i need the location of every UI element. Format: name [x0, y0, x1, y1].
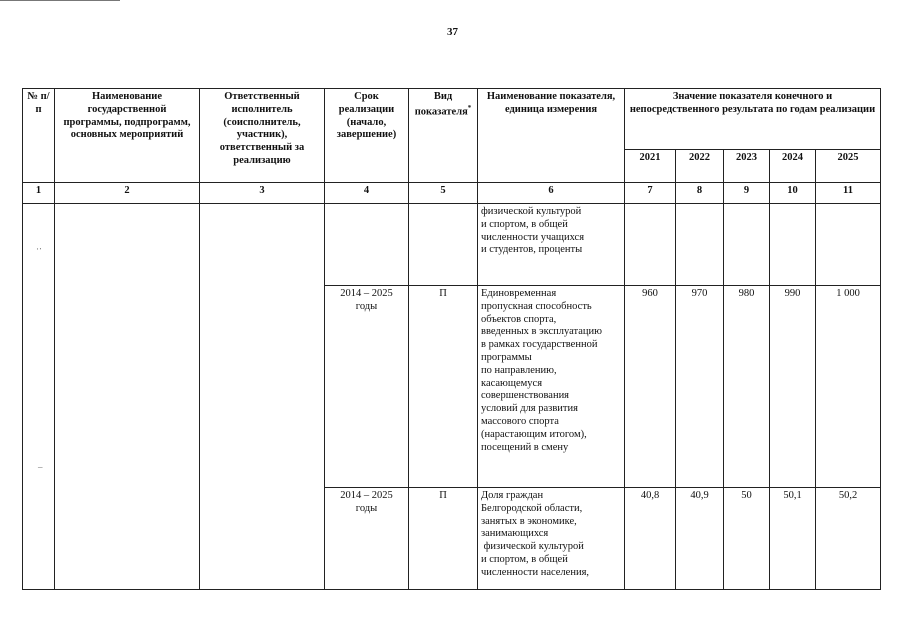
- column-number: 11: [816, 183, 881, 204]
- cell-value: 1 000: [816, 286, 881, 488]
- column-number: 2: [55, 183, 200, 204]
- cell-value: 970: [676, 286, 724, 488]
- header-year: 2022: [676, 150, 724, 183]
- scan-edge-line: [0, 0, 120, 1]
- column-number: 9: [724, 183, 770, 204]
- cell-value: 960: [625, 286, 676, 488]
- header-number: № п/п: [23, 89, 55, 183]
- cell-number-empty: [23, 204, 55, 590]
- cell-type: П: [409, 488, 478, 590]
- cell-type: П: [409, 286, 478, 488]
- cell-term: [325, 204, 409, 286]
- footnote-mark: *: [467, 103, 472, 112]
- column-number: 1: [23, 183, 55, 204]
- cell-value: 40,9: [676, 488, 724, 590]
- cell-indicator: физической культурой и спортом, в общей численности учащихся и студентов, проценты: [478, 204, 625, 286]
- header-indicator-name: Наименование показателя, единица измерения: [478, 89, 625, 183]
- cell-indicator: Единовременная пропускная способность объектов спорта, введенных в эксплуатацию в рамках государственной программы по направлению, касающемуся совершенствования условий для развития массового спорта (нарастающим итогом), посещений в смену: [478, 286, 625, 488]
- page-number: 37: [447, 26, 458, 38]
- scan-speck: –: [38, 462, 43, 472]
- cell-value: [816, 204, 881, 286]
- cell-value: 50,2: [816, 488, 881, 590]
- cell-value: [676, 204, 724, 286]
- program-indicators-table: [22, 88, 881, 590]
- column-number: 7: [625, 183, 676, 204]
- header-year: 2021: [625, 150, 676, 183]
- column-number: 5: [409, 183, 478, 204]
- cell-value: [724, 204, 770, 286]
- cell-value: [770, 204, 816, 286]
- column-number: 10: [770, 183, 816, 204]
- header-indicator-type: [409, 89, 478, 183]
- column-number: 4: [325, 183, 409, 204]
- cell-indicator: Доля граждан Белгородской области, занятых в экономике, занимающихся физической культурой и спортом, в общей численности населения,: [478, 488, 625, 590]
- scan-speck: ·‧: [36, 244, 42, 254]
- cell-value: 980: [724, 286, 770, 488]
- cell-value: 50,1: [770, 488, 816, 590]
- header-term: Срок реализации (начало, завершение): [325, 89, 409, 183]
- cell-program-empty: [55, 204, 200, 590]
- header-year: 2024: [770, 150, 816, 183]
- cell-value: 50: [724, 488, 770, 590]
- header-year: 2023: [724, 150, 770, 183]
- cell-type: [409, 204, 478, 286]
- cell-term: 2014 – 2025 годы: [325, 286, 409, 488]
- header-indicator-type-label: Вид показателя: [414, 91, 468, 118]
- cell-executor-empty: [200, 204, 325, 590]
- column-number: 6: [478, 183, 625, 204]
- column-number: 8: [676, 183, 724, 204]
- cell-value: 40,8: [625, 488, 676, 590]
- cell-value: 990: [770, 286, 816, 488]
- header-values-group: Значение показателя конечного и непосредственного результата по годам реализации: [625, 89, 881, 150]
- table-row: [23, 204, 881, 286]
- header-program-name: Наименование государственной программы, подпрограмм, основных мероприятий: [55, 89, 200, 183]
- header-year: 2025: [816, 150, 881, 183]
- cell-value: [625, 204, 676, 286]
- cell-term: 2014 – 2025 годы: [325, 488, 409, 590]
- column-number: 3: [200, 183, 325, 204]
- header-executor: Ответственный исполнитель (соисполнитель, участник), ответственный за реализацию: [200, 89, 325, 183]
- column-numbers-row: [23, 183, 881, 204]
